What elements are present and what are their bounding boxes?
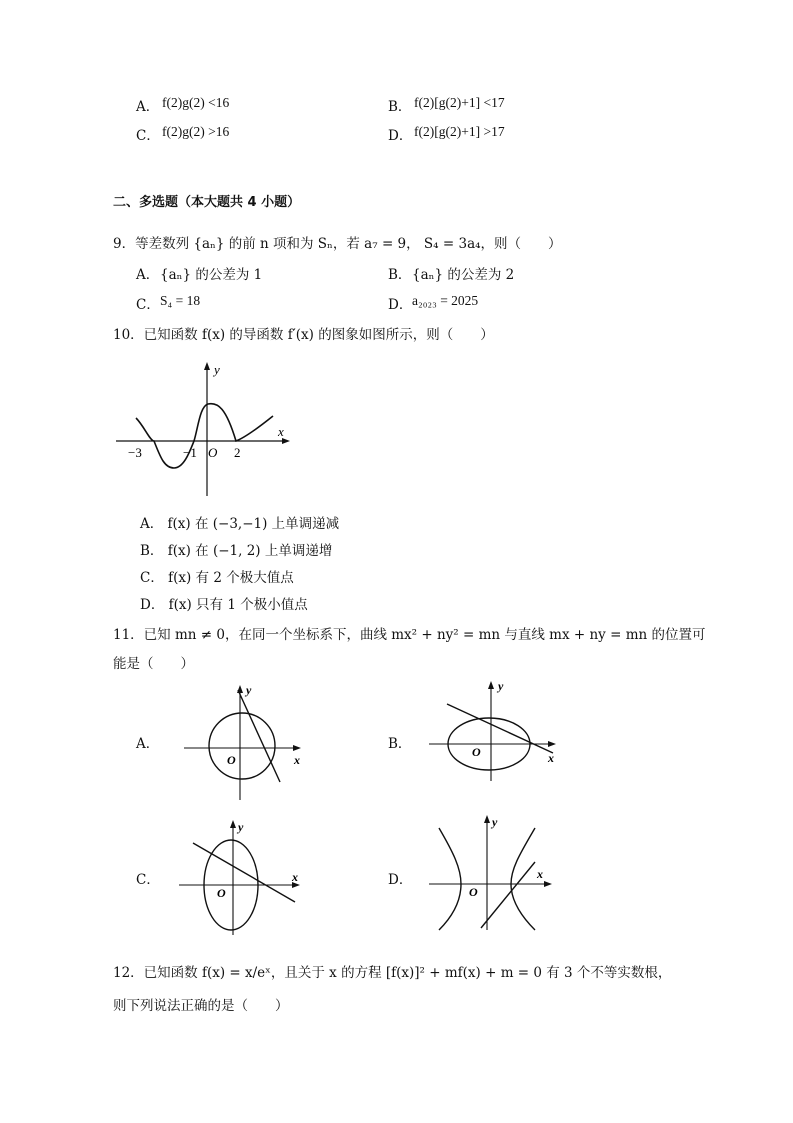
q8-option-d-text: f(2)[g(2)+1] >17 [414,124,505,139]
q8-option-c-label: C． [136,128,160,144]
q11-stem-line2: 能是（ ） [113,656,194,672]
q11-option-c-label: C． [136,872,160,888]
q11-option-a-graph [180,680,310,805]
q9-option-c-text: S₄ = 18 [160,293,201,308]
q10-origin: O [208,445,218,460]
q10-derivative-graph [108,356,303,501]
q11b-x-label: x [548,751,554,765]
q11b-origin: O [472,745,481,759]
q8-option-b-text: f(2)[g(2)+1] <17 [414,95,505,110]
q11-option-b-label: B． [388,736,412,752]
q9-option-b-label: B． [388,267,412,283]
q11b-y-label: y [498,679,504,693]
q11-option-d-label: D． [388,872,413,888]
q11c-y-label: y [238,820,244,834]
q9-option-b-text: {aₙ} 的公差为 2 [412,267,515,283]
q8-option-a-label: A． [136,99,160,115]
q11-option-b-graph [425,676,565,786]
q11c-x-label: x [292,870,298,884]
q9-option-a-label: A． [136,267,160,283]
q10-x-label: x [278,424,284,439]
q11d-y-label: y [492,815,498,829]
q11d-origin: O [469,885,478,899]
q11-option-a-label: A． [136,736,160,752]
q10-tick-neg3: −3 [128,445,142,460]
q11c-origin: O [217,886,226,900]
q10-stem: 10．已知函数 f(x) 的导函数 f′(x) 的图象如图所示，则（ ） [113,327,494,343]
q9-option-d-label: D． [388,297,413,313]
q11-stem-line1: 11．已知 mn ≠ 0，在同一个坐标系下，曲线 mx² + ny² = mn 与直线 mx + ny = mn 的位置可 [113,627,706,643]
q11a-origin: O [227,753,236,767]
q10-option-b: B． f(x) 在 (−1, 2) 上单调递增 [140,543,333,559]
q10-y-label: y [214,362,220,377]
q10-option-a: A． f(x) 在 (−3,−1) 上单调递减 [140,516,340,532]
q12-line2: 则下列说法正确的是（ ） [113,998,289,1014]
q9-option-a-text: {aₙ} 的公差为 1 [160,267,263,283]
q8-option-d-label: D． [388,128,413,144]
q10-option-d: D． f(x) 只有 1 个极小值点 [140,597,308,613]
q11d-x-label: x [537,867,543,881]
q8-option-c-text: f(2)g(2) >16 [162,124,230,139]
q9-option-d-text: a₂₀₂₃ = 2025 [412,293,479,308]
q12-line1: 12．已知函数 f(x) = x/eˣ，且关于 x 的方程 [f(x)]² + mf(x) + m = 0 有 3 个不等实数根， [113,965,672,981]
section-title: 二、多选题（本大题共 4 小题） [113,195,301,210]
q10-tick-2: 2 [234,445,241,460]
q8-option-a-text: f(2)g(2) <16 [162,95,230,110]
q8-option-b-label: B． [388,99,412,115]
q11-option-d-graph [425,810,560,935]
q11-option-c-graph [175,815,310,940]
q9-option-c-label: C． [136,297,160,313]
q10-option-c: C． f(x) 有 2 个极大值点 [140,570,294,586]
q10-tick-neg1: −1 [183,445,197,460]
q11a-x-label: x [294,753,300,767]
q9-stem: 9．等差数列 {aₙ} 的前 n 项和为 Sₙ，若 a₇ = 9， S₄ = 3a₄，则（ ） [113,236,562,252]
q11a-y-label: y [246,683,252,697]
